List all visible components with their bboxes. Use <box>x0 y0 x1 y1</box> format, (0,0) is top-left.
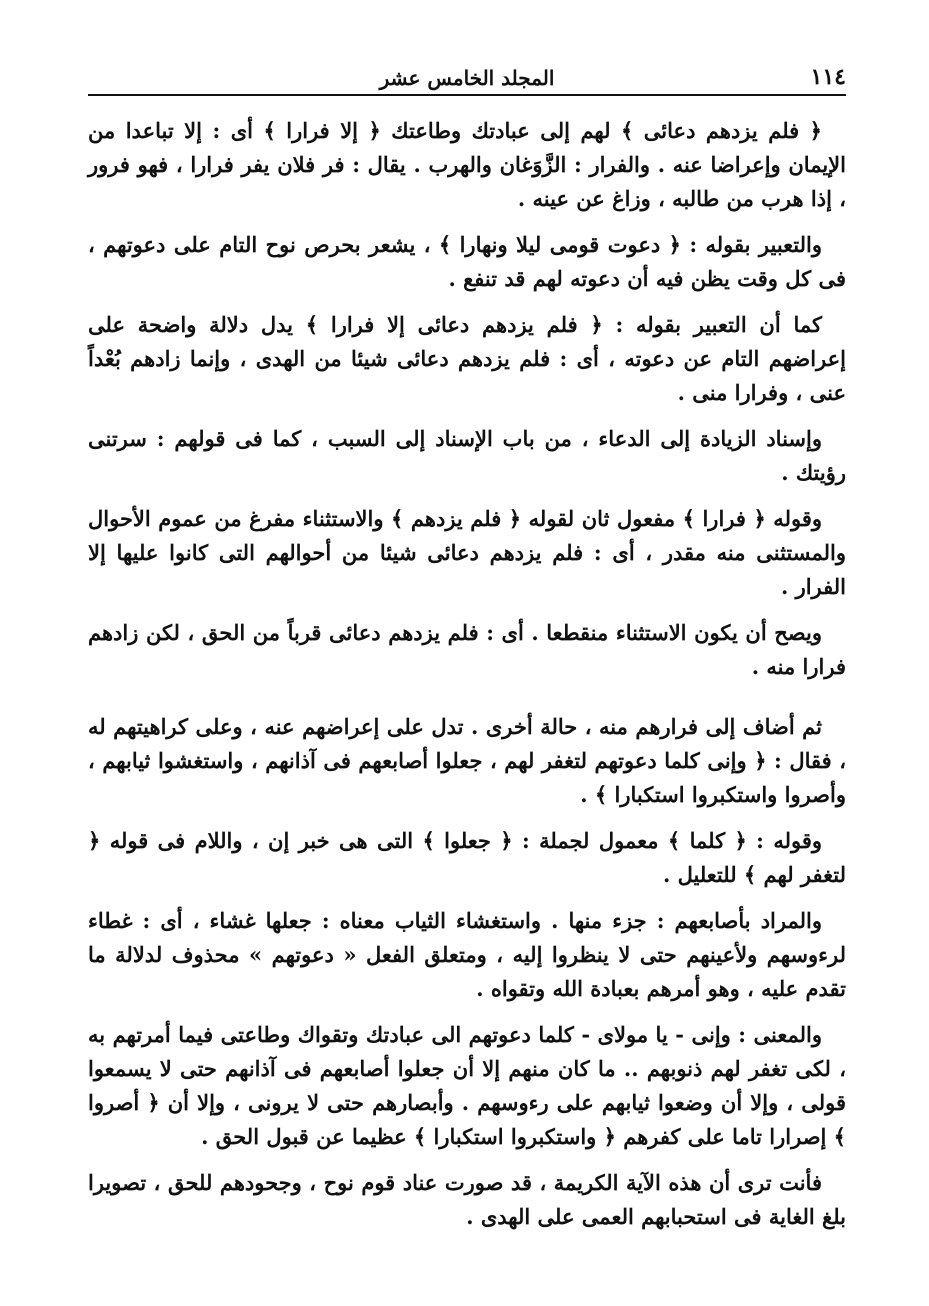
page-header <box>88 58 846 96</box>
paragraph: والتعبير بقوله : ﴿ دعوت قومى ليلا ونهارا ﴾ ، يشعر بحرص نوح التام على دعوتهم ، فى كل وقت يظن فيه أن دعوته لهم قد تنفع . <box>88 232 846 291</box>
running-title: المجلد الخامس عشر <box>379 66 555 90</box>
paragraph: ﴿ فلم يزدهم دعائى ﴾ لهم إلى عبادتك وطاعتك ﴿ إلا فرارا ﴾ أى : إلا تباعدا من الإيمان وإعراضا عنه . والفرار : الزَّوَغان والهرب . يقال : فر فلان يفر فرارا ، فهو فرور ، إذا هرب من طالبه ، وزاغ عن عينه . <box>88 118 846 211</box>
paragraph: ثم أضاف إلى فرارهم منه ، حالة أخرى . تدل على إعراضهم عنه ، وعلى كراهيتهم له ، فقال : ﴿ وإنى كلما دعوتهم لتغفر لهم ، جعلوا أصابعهم فى آذانهم ، واستغشوا ثيابهم ، وأصروا واستكبروا استكبارا ﴾ . <box>88 714 846 807</box>
page-number: ١١٤ <box>810 64 846 90</box>
paragraph: وقوله : ﴿ كلما ﴾ معمول لجملة : ﴿ جعلوا ﴾ التى هى خبر إن ، واللام فى قوله ﴿ لتغفر لهم ﴾ للتعليل . <box>88 828 846 887</box>
paragraph: وقوله ﴿ فرارا ﴾ مفعول ثان لقوله ﴿ فلم يزدهم ﴾ والاستثناء مفرغ من عموم الأحوال والمستثنى منه مقدر ، أى : فلم يزدهم دعائى شيئا من أحوالهم التى كانوا عليها إلا الفرار . <box>88 506 846 599</box>
paragraph: كما أن التعبير بقوله : ﴿ فلم يزدهم دعائى إلا فرارا ﴾ يدل دلالة واضحة على إعراضهم التام عن دعوته ، أى : فلم يزدهم دعائى شيئا من الهدى ، وإنما زادهم بُعْداً عنى ، وفرارا منى . <box>88 312 846 405</box>
paragraph: والمعنى : وإنى - يا مولاى - كلما دعوتهم الى عبادتك وتقواك وطاعتى فيما أمرتهم به ، لكى تغفر لهم ذنوبهم .. ما كان منهم إلا أن جعلوا أصابعهم فى آذانهم حتى لا يسمعوا قولى ، وإلا أن وضعوا ثيابهم على رءوسهم . وأبصارهم حتى لا يرونى ، وإلا أن ﴿ أصروا ﴾ إصرارا تاما على كفرهم ﴿ واستكبروا استكبارا ﴾ عظيما عن قبول الحق . <box>88 1022 846 1149</box>
page-body <box>88 114 846 1234</box>
paragraph: وإسناد الزيادة إلى الدعاء ، من باب الإسناد إلى السبب ، كما فى قولهم : سرتنى رؤيتك . <box>88 426 846 485</box>
paragraph: فأنت ترى أن هذه الآية الكريمة ، قد صورت عناد قوم نوح ، وجحودهم للحق ، تصويرا بلغ الغاية فى استحبابهم العمى على الهدى . <box>88 1170 846 1229</box>
paragraph: ويصح أن يكون الاستثناء منقطعا . أى : فلم يزدهم دعائى قرباً من الحق ، لكن زادهم فرارا منه . <box>88 620 846 679</box>
paragraph: والمراد بأصابعهم : جزء منها . واستغشاء الثياب معناه : جعلها غشاء ، أى : غطاء لرءوسهم ولأعينهم حتى لا ينظروا إليه ، ومتعلق الفعل « دعوتهم » محذوف لدلالة ما تقدم عليه ، وهو أمرهم بعبادة الله وتقواه . <box>88 908 846 1001</box>
book-page <box>88 58 846 1246</box>
